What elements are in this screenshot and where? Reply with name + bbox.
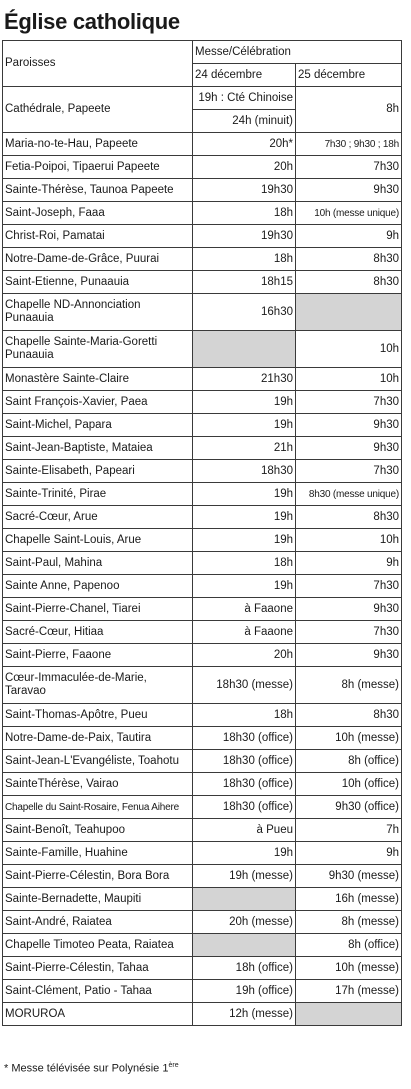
time-25-decembre: 9h <box>296 842 402 865</box>
time-25-decembre: 16h (messe) <box>296 888 402 911</box>
time-25-decembre: 9h30 <box>296 644 402 667</box>
time-25-decembre: 10h (office) <box>296 773 402 796</box>
table-row <box>3 621 402 644</box>
time-25-decembre: 7h <box>296 819 402 842</box>
table-row <box>3 179 402 202</box>
time-25-decembre: 7h30 <box>296 460 402 483</box>
footnote-text: * Messe télévisée sur Polynésie 1 <box>4 1062 169 1075</box>
parish-name: Saint-Michel, Papara <box>3 414 193 437</box>
table-row <box>3 911 402 934</box>
parish-name: Sainte-Thérèse, Taunoa Papeete <box>3 179 193 202</box>
table-row <box>3 483 402 506</box>
table-row-cathedrale <box>3 87 402 110</box>
header-25-decembre: 25 décembre <box>296 64 402 87</box>
empty-cell-24-decembre <box>193 888 296 911</box>
time-25-decembre: 8h <box>296 87 402 133</box>
header-24-decembre: 24 décembre <box>193 64 296 87</box>
parish-name: Chapelle du Saint-Rosaire, Fenua Aihere <box>3 796 193 819</box>
mass-schedule-table <box>2 40 402 1026</box>
table-row <box>3 368 402 391</box>
table-row <box>3 796 402 819</box>
time-24-decembre: 16h30 <box>193 294 296 331</box>
parish-name: Sacré-Cœur, Hitiaa <box>3 621 193 644</box>
time-24-decembre: 19h (messe) <box>193 865 296 888</box>
parish-name: Saint-Jean-L'Evangéliste, Toahotu <box>3 750 193 773</box>
parish-name: Saint-Clément, Patio - Tahaa <box>3 980 193 1003</box>
parish-name: Sainte-Elisabeth, Papeari <box>3 460 193 483</box>
parish-name: Christ-Roi, Pamatai <box>3 225 193 248</box>
parish-name: Sainte-Bernadette, Maupiti <box>3 888 193 911</box>
table-row <box>3 704 402 727</box>
empty-cell-24-decembre <box>193 331 296 368</box>
time-24-decembre: 19h <box>193 391 296 414</box>
time-24-decembre: 12h (messe) <box>193 1003 296 1026</box>
time-24-decembre: à Faaone <box>193 621 296 644</box>
time-25-decembre: 8h30 <box>296 506 402 529</box>
time-25-decembre: 8h (office) <box>296 934 402 957</box>
time-25-decembre: 7h30 <box>296 156 402 179</box>
time-24-decembre: 21h <box>193 437 296 460</box>
empty-cell-25-decembre <box>296 1003 402 1026</box>
header-row <box>3 41 402 64</box>
time-24-decembre: 18h30 (messe) <box>193 667 296 704</box>
time-24-decembre: à Faaone <box>193 598 296 621</box>
parish-name: Saint-Pierre, Faaone <box>3 644 193 667</box>
table-row <box>3 980 402 1003</box>
time-25-decembre: 8h30 <box>296 248 402 271</box>
time-24-decembre: 18h30 (office) <box>193 773 296 796</box>
time-25-decembre: 8h30 <box>296 704 402 727</box>
time-25-decembre: 10h (messe) <box>296 957 402 980</box>
time-24-decembre: 19h : Cté Chinoise <box>193 87 296 110</box>
time-24-decembre: 19h <box>193 506 296 529</box>
parish-name: Saint-Benoît, Teahupoo <box>3 819 193 842</box>
footnote <box>4 1062 179 1075</box>
time-25-decembre: 10h <box>296 529 402 552</box>
table-row <box>3 750 402 773</box>
table-row <box>3 271 402 294</box>
parish-name: Saint-Pierre-Célestin, Tahaa <box>3 957 193 980</box>
table-row <box>3 414 402 437</box>
time-24-decembre: 19h <box>193 414 296 437</box>
time-24-decembre: 18h30 <box>193 460 296 483</box>
parish-name: Notre-Dame-de-Grâce, Puurai <box>3 248 193 271</box>
parish-name: Sacré-Cœur, Arue <box>3 506 193 529</box>
time-25-decembre: 7h30 <box>296 621 402 644</box>
table-row <box>3 156 402 179</box>
time-25-decembre: 9h30 <box>296 179 402 202</box>
parish-name: Saint-André, Raiatea <box>3 911 193 934</box>
empty-cell-25-decembre <box>296 294 402 331</box>
table-row <box>3 575 402 598</box>
time-25-decembre: 8h30 (messe unique) <box>296 483 402 506</box>
time-24-decembre: 18h <box>193 248 296 271</box>
table-row <box>3 529 402 552</box>
time-24-decembre: 20h <box>193 156 296 179</box>
parish-name: Saint-Joseph, Faaa <box>3 202 193 225</box>
table-row <box>3 819 402 842</box>
parish-name: Chapelle Sainte-Maria-Goretti Punaauia <box>3 331 193 368</box>
parish-name: Fetia-Poipoi, Tipaerui Papeete <box>3 156 193 179</box>
parish-name: SainteThérèse, Vairao <box>3 773 193 796</box>
time-24-decembre: 18h30 (office) <box>193 796 296 819</box>
table-row <box>3 934 402 957</box>
time-25-decembre: 7h30 <box>296 575 402 598</box>
parish-name: Chapelle Saint-Louis, Arue <box>3 529 193 552</box>
time-24-decembre-minuit: 24h (minuit) <box>193 110 296 133</box>
row-name: Cathédrale, Papeete <box>3 87 193 133</box>
table-row <box>3 225 402 248</box>
time-24-decembre: 18h (office) <box>193 957 296 980</box>
time-25-decembre: 17h (messe) <box>296 980 402 1003</box>
time-25-decembre: 8h (messe) <box>296 667 402 704</box>
table-row <box>3 773 402 796</box>
time-25-decembre: 8h (messe) <box>296 911 402 934</box>
table-row <box>3 331 402 368</box>
time-24-decembre: 19h30 <box>193 179 296 202</box>
time-24-decembre: 19h <box>193 529 296 552</box>
time-25-decembre: 10h (messe unique) <box>296 202 402 225</box>
time-25-decembre: 9h30 <box>296 414 402 437</box>
time-24-decembre: 20h* <box>193 133 296 156</box>
footnote-superscript: ère <box>168 1062 179 1069</box>
table-row <box>3 294 402 331</box>
table-row <box>3 552 402 575</box>
time-24-decembre: 18h <box>193 202 296 225</box>
page-title: Église catholique <box>4 9 180 34</box>
time-24-decembre: 19h <box>193 483 296 506</box>
parish-name: Saint-Paul, Mahina <box>3 552 193 575</box>
table-row <box>3 133 402 156</box>
time-25-decembre: 8h (office) <box>296 750 402 773</box>
parish-name: Monastère Sainte-Claire <box>3 368 193 391</box>
table-row <box>3 727 402 750</box>
header-paroisses: Paroisses <box>3 41 193 87</box>
time-25-decembre: 9h30 (messe) <box>296 865 402 888</box>
table-row <box>3 598 402 621</box>
time-24-decembre: 18h30 (office) <box>193 750 296 773</box>
parish-name: Chapelle Timoteo Peata, Raiatea <box>3 934 193 957</box>
table-row <box>3 506 402 529</box>
time-25-decembre: 10h <box>296 368 402 391</box>
time-24-decembre: 21h30 <box>193 368 296 391</box>
time-24-decembre: 18h <box>193 552 296 575</box>
time-24-decembre: 19h <box>193 842 296 865</box>
time-24-decembre: 20h <box>193 644 296 667</box>
parish-name: Notre-Dame-de-Paix, Tautira <box>3 727 193 750</box>
header-messe: Messe/Célébration <box>193 41 402 64</box>
parish-name: Chapelle ND-Annonciation Punaauia <box>3 294 193 331</box>
table-row <box>3 202 402 225</box>
time-24-decembre: 19h (office) <box>193 980 296 1003</box>
parish-name: Saint-Jean-Baptiste, Mataiea <box>3 437 193 460</box>
time-25-decembre: 9h30 (office) <box>296 796 402 819</box>
time-25-decembre: 7h30 ; 9h30 ; 18h <box>296 133 402 156</box>
table-row <box>3 460 402 483</box>
time-25-decembre: 8h30 <box>296 271 402 294</box>
time-25-decembre: 9h30 <box>296 598 402 621</box>
time-25-decembre: 9h30 <box>296 437 402 460</box>
table-row <box>3 437 402 460</box>
table-row <box>3 644 402 667</box>
time-25-decembre: 9h <box>296 225 402 248</box>
parish-name: Saint-Pierre-Célestin, Bora Bora <box>3 865 193 888</box>
parish-name: Saint-Thomas-Apôtre, Pueu <box>3 704 193 727</box>
time-24-decembre: 19h30 <box>193 225 296 248</box>
parish-name: Sainte-Trinité, Pirae <box>3 483 193 506</box>
table-row <box>3 391 402 414</box>
table-row <box>3 248 402 271</box>
time-24-decembre: 18h <box>193 704 296 727</box>
parish-name: Sainte-Famille, Huahine <box>3 842 193 865</box>
parish-name: Cœur-Immaculée-de-Marie, Taravao <box>3 667 193 704</box>
table-row <box>3 888 402 911</box>
parish-name: Sainte Anne, Papenoo <box>3 575 193 598</box>
time-24-decembre: 20h (messe) <box>193 911 296 934</box>
time-25-decembre: 10h <box>296 331 402 368</box>
time-25-decembre: 7h30 <box>296 391 402 414</box>
parish-name: Saint François-Xavier, Paea <box>3 391 193 414</box>
time-24-decembre: 18h15 <box>193 271 296 294</box>
table-row <box>3 865 402 888</box>
table-row <box>3 667 402 704</box>
time-24-decembre: 18h30 (office) <box>193 727 296 750</box>
time-24-decembre: à Pueu <box>193 819 296 842</box>
parish-name: MORUROA <box>3 1003 193 1026</box>
parish-name: Saint-Etienne, Punaauia <box>3 271 193 294</box>
parish-name: Maria-no-te-Hau, Papeete <box>3 133 193 156</box>
table-row <box>3 1003 402 1026</box>
table-row <box>3 842 402 865</box>
table-row <box>3 957 402 980</box>
time-25-decembre: 10h (messe) <box>296 727 402 750</box>
empty-cell-24-decembre <box>193 934 296 957</box>
time-25-decembre: 9h <box>296 552 402 575</box>
parish-name: Saint-Pierre-Chanel, Tiarei <box>3 598 193 621</box>
time-24-decembre: 19h <box>193 575 296 598</box>
